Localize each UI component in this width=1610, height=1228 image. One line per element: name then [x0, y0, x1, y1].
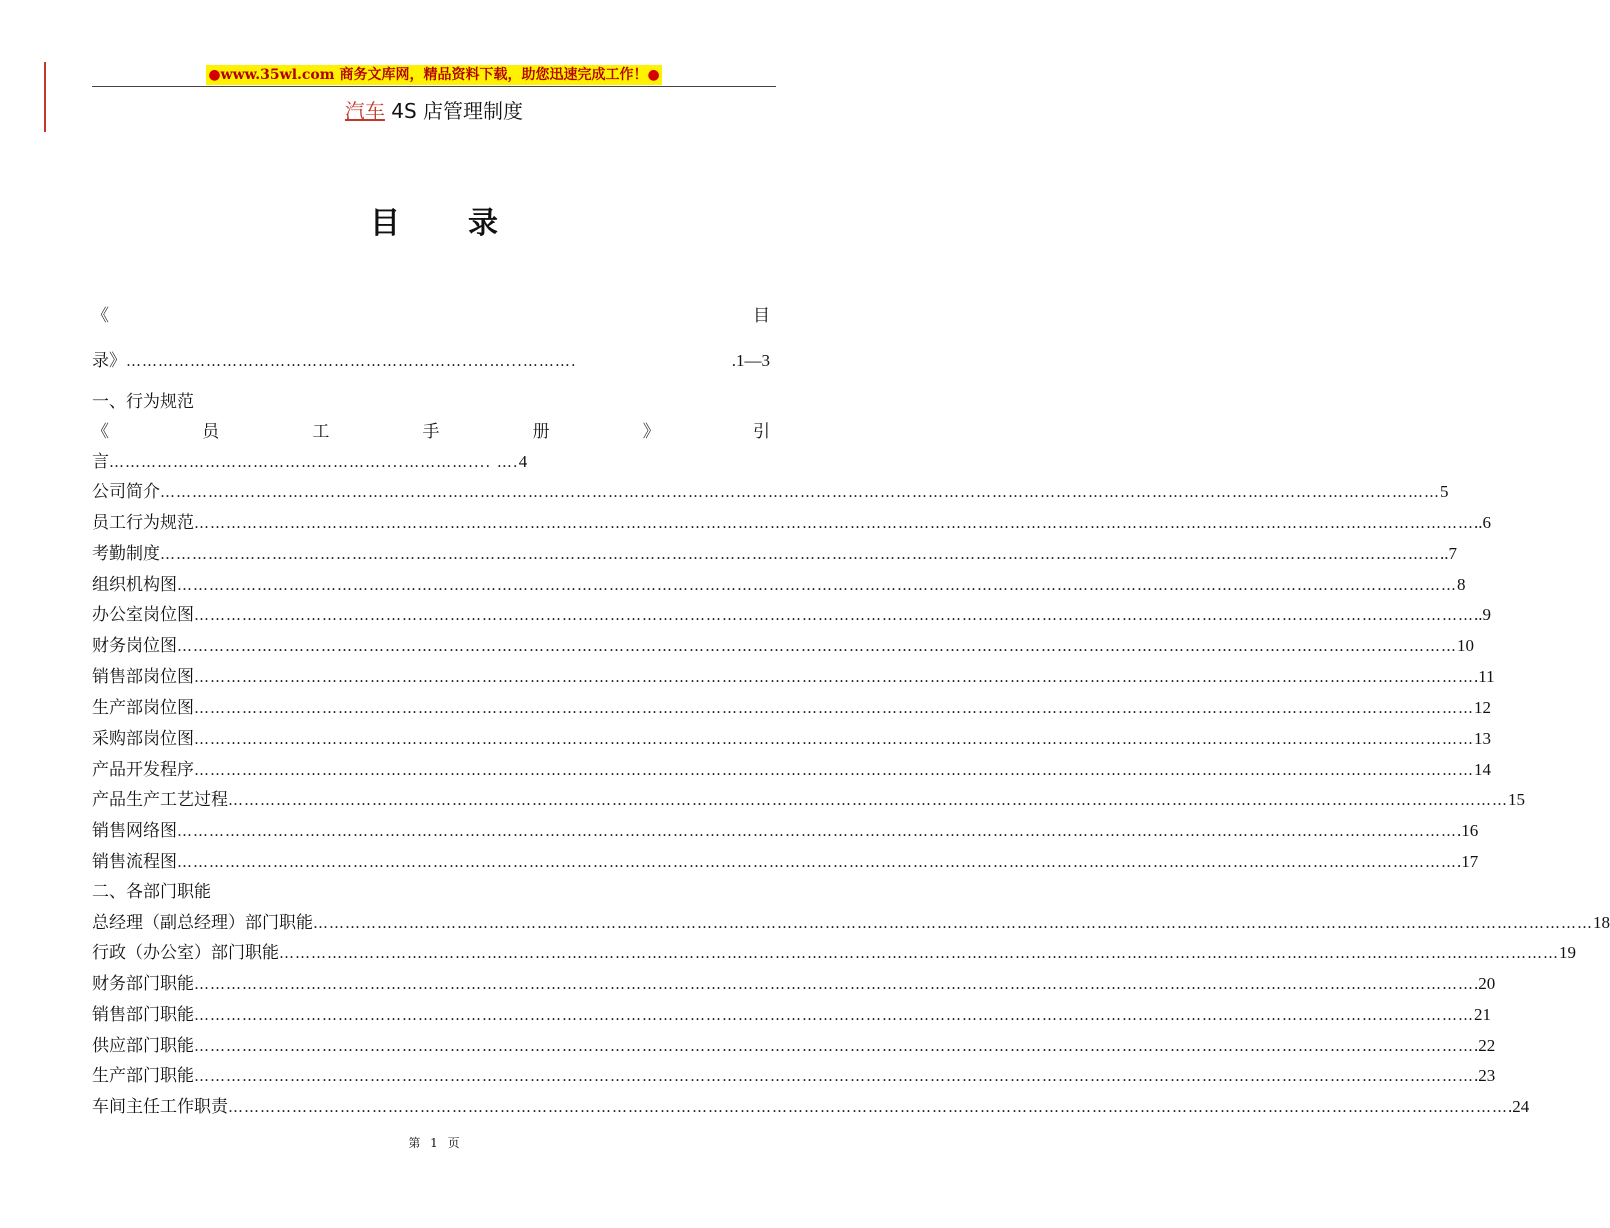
- toc-entry[interactable]: [92, 850, 1479, 874]
- toc-entry[interactable]: [92, 1095, 1530, 1119]
- toc-item-page: ..9: [1474, 605, 1491, 624]
- toc-entry[interactable]: [92, 665, 1495, 689]
- toc-leader: ……………………………………………………………………………………………………………………………………………………………………………………………………………………: [228, 791, 1508, 809]
- toc-item-page: .23: [1474, 1066, 1496, 1085]
- toc-item-page: 4: [518, 452, 528, 471]
- toc-leader: ……………………………………………………………………………………………………………………………………………………………………………………………………………………: [177, 853, 1457, 871]
- toc-item-label: 行政（办公室）部门职能: [92, 943, 279, 963]
- toc-item-page: .17: [1457, 852, 1479, 871]
- toc-leader: ………………………………………………………..……...……….: [126, 352, 577, 370]
- toc-handbook-char: 《: [92, 422, 109, 442]
- toc-handbook-char: 工: [312, 422, 330, 442]
- toc-leader: ……………………………………………....………….... ….: [109, 453, 519, 471]
- toc-entry[interactable]: [92, 941, 1576, 965]
- toc-entry[interactable]: [92, 972, 1496, 996]
- toc-item-label: 办公室岗位图: [92, 605, 194, 625]
- footer-page-number: 1: [430, 1136, 438, 1150]
- toc-item-label: 销售部岗位图: [92, 667, 194, 687]
- toc-leader: ……………………………………………………………………………………………………………………………………………………………………………………………………………………: [160, 483, 1440, 501]
- toc-item-label: 供应部门职能: [92, 1036, 194, 1056]
- toc-leader: ……………………………………………………………………………………………………………………………………………………………………………………………………………………: [177, 576, 1457, 594]
- toc-leader: ……………………………………………………………………………………………………………………………………………………………………………………………………………………: [194, 975, 1474, 993]
- toc-item-label: 销售网络图: [92, 821, 177, 841]
- toc-entry[interactable]: [92, 511, 1491, 535]
- toc-item-label: 销售部门职能: [92, 1005, 194, 1025]
- toc-item-page: .24: [1508, 1097, 1530, 1116]
- banner-text: www.35wl.com 商务文库网，精品资料下载，助您迅速完成工作！: [220, 67, 648, 83]
- toc-entry[interactable]: [92, 1034, 1496, 1058]
- toc-handbook-char: 员: [202, 422, 220, 442]
- toc-item-page: .22: [1474, 1036, 1496, 1055]
- toc-handbook-char: 册: [532, 422, 550, 442]
- title-link[interactable]: 汽车: [344, 99, 385, 123]
- toc-item-page: 21: [1474, 1005, 1491, 1024]
- header-banner: [0, 64, 868, 85]
- footer-prefix: 第: [408, 1136, 421, 1150]
- toc-item-label: 生产部岗位图: [92, 698, 194, 718]
- toc-entry[interactable]: [92, 788, 1525, 812]
- toc-item-page: 12: [1474, 698, 1491, 717]
- toc-item-label: 财务岗位图: [92, 636, 177, 656]
- toc-item-page: 14: [1474, 760, 1491, 779]
- toc-item-label: 考勤制度: [92, 544, 160, 564]
- toc-item-page: 18: [1593, 913, 1610, 932]
- toc-item-label: 录》: [92, 351, 126, 371]
- toc-item-label: 公司简介: [92, 482, 160, 502]
- toc-entry[interactable]: [92, 911, 1610, 935]
- toc-item-page: .1—3: [731, 351, 770, 370]
- toc-handbook-line2[interactable]: [92, 450, 770, 474]
- footer-suffix: 页: [447, 1136, 460, 1150]
- toc-heading: 目录: [370, 206, 566, 241]
- banner-dot-left-icon: ●: [208, 67, 221, 83]
- toc-item-label: 员工行为规范: [92, 513, 194, 533]
- toc-leader: ……………………………………………………………………………………………………………………………………………………………………………………………………………………: [194, 1067, 1474, 1085]
- toc-item-label: 组织机构图: [92, 575, 177, 595]
- toc-leader: ……………………………………………………………………………………………………………………………………………………………………………………………………………………: [160, 545, 1440, 563]
- toc-item-label: 产品生产工艺过程: [92, 790, 228, 810]
- toc-intro-char: 《: [92, 306, 109, 326]
- toc-leader: ……………………………………………………………………………………………………………………………………………………………………………………………………………………: [177, 637, 1457, 655]
- toc-item-page: 19: [1559, 943, 1576, 962]
- toc-item-page: .11: [1474, 667, 1495, 686]
- toc-leader: ……………………………………………………………………………………………………………………………………………………………………………………………………………………: [194, 730, 1474, 748]
- toc-item-page: 15: [1508, 790, 1525, 809]
- document-title: [0, 98, 868, 124]
- toc-item-label: 言: [92, 452, 109, 472]
- toc-item-label: 销售流程图: [92, 852, 177, 872]
- toc-entry[interactable]: [92, 1003, 1491, 1027]
- toc-leader: ……………………………………………………………………………………………………………………………………………………………………………………………………………………: [194, 668, 1474, 686]
- toc-entry[interactable]: [92, 1064, 1496, 1088]
- toc-entry[interactable]: [92, 603, 1491, 627]
- toc-item-label: 采购部岗位图: [92, 729, 194, 749]
- toc-leader: ……………………………………………………………………………………………………………………………………………………………………………………………………………………: [228, 1098, 1508, 1116]
- toc-entry[interactable]: [92, 727, 1491, 751]
- header-rule: [92, 86, 776, 87]
- toc-item-page: 5: [1440, 482, 1449, 501]
- toc-item-page: .20: [1474, 974, 1496, 993]
- toc-entry[interactable]: [92, 634, 1474, 658]
- toc-leader: ……………………………………………………………………………………………………………………………………………………………………………………………………………………: [194, 761, 1474, 779]
- toc-item-label: 财务部门职能: [92, 974, 194, 994]
- toc-leader: ……………………………………………………………………………………………………………………………………………………………………………………………………………………: [194, 1037, 1474, 1055]
- toc-handbook-char: 》: [642, 422, 660, 442]
- toc-leader: ……………………………………………………………………………………………………………………………………………………………………………………………………………………: [194, 1006, 1474, 1024]
- toc-item-label: 产品开发程序: [92, 760, 194, 780]
- toc-intro-line2[interactable]: [92, 349, 770, 373]
- toc-item-page: ..6: [1474, 513, 1491, 532]
- toc-entry[interactable]: [92, 480, 1449, 504]
- banner-dot-right-icon: ●: [647, 67, 660, 83]
- toc-handbook-char: 引: [752, 422, 770, 442]
- toc-leader: ……………………………………………………………………………………………………………………………………………………………………………………………………………………: [194, 514, 1474, 532]
- toc-handbook-line1: [92, 420, 770, 444]
- toc-handbook-char: 手: [422, 422, 440, 442]
- toc-item-page: ..7: [1440, 544, 1457, 563]
- toc-section-heading: 二、各部门职能: [92, 882, 211, 902]
- toc-entry[interactable]: [92, 696, 1491, 720]
- toc-leader: ……………………………………………………………………………………………………………………………………………………………………………………………………………………: [313, 914, 1593, 932]
- page-footer: [0, 1134, 868, 1151]
- toc-section-heading: 一、行为规范: [92, 392, 194, 412]
- toc-intro-char: 目: [753, 306, 770, 326]
- toc-intro-line1: [92, 304, 770, 328]
- toc-leader: ……………………………………………………………………………………………………………………………………………………………………………………………………………………: [177, 822, 1457, 840]
- toc-leader: ……………………………………………………………………………………………………………………………………………………………………………………………………………………: [194, 699, 1474, 717]
- title-rest: 4S 店管理制度: [384, 99, 524, 123]
- toc-item-page: 13: [1474, 729, 1491, 748]
- toc-item-page: .16: [1457, 821, 1479, 840]
- toc-entry[interactable]: [92, 542, 1457, 566]
- toc-leader: ……………………………………………………………………………………………………………………………………………………………………………………………………………………: [194, 606, 1474, 624]
- toc-item-label: 车间主任工作职责: [92, 1097, 228, 1117]
- toc-item-label: 总经理（副总经理）部门职能: [92, 913, 313, 933]
- toc-item-label: 生产部门职能: [92, 1066, 194, 1086]
- toc-entry[interactable]: [92, 573, 1466, 597]
- toc-leader: ……………………………………………………………………………………………………………………………………………………………………………………………………………………: [279, 944, 1559, 962]
- banner-box[interactable]: [206, 65, 661, 85]
- toc-item-page: 8: [1457, 575, 1466, 594]
- toc-entry[interactable]: [92, 819, 1479, 843]
- toc-item-page: 10: [1457, 636, 1474, 655]
- toc-entry[interactable]: [92, 758, 1491, 782]
